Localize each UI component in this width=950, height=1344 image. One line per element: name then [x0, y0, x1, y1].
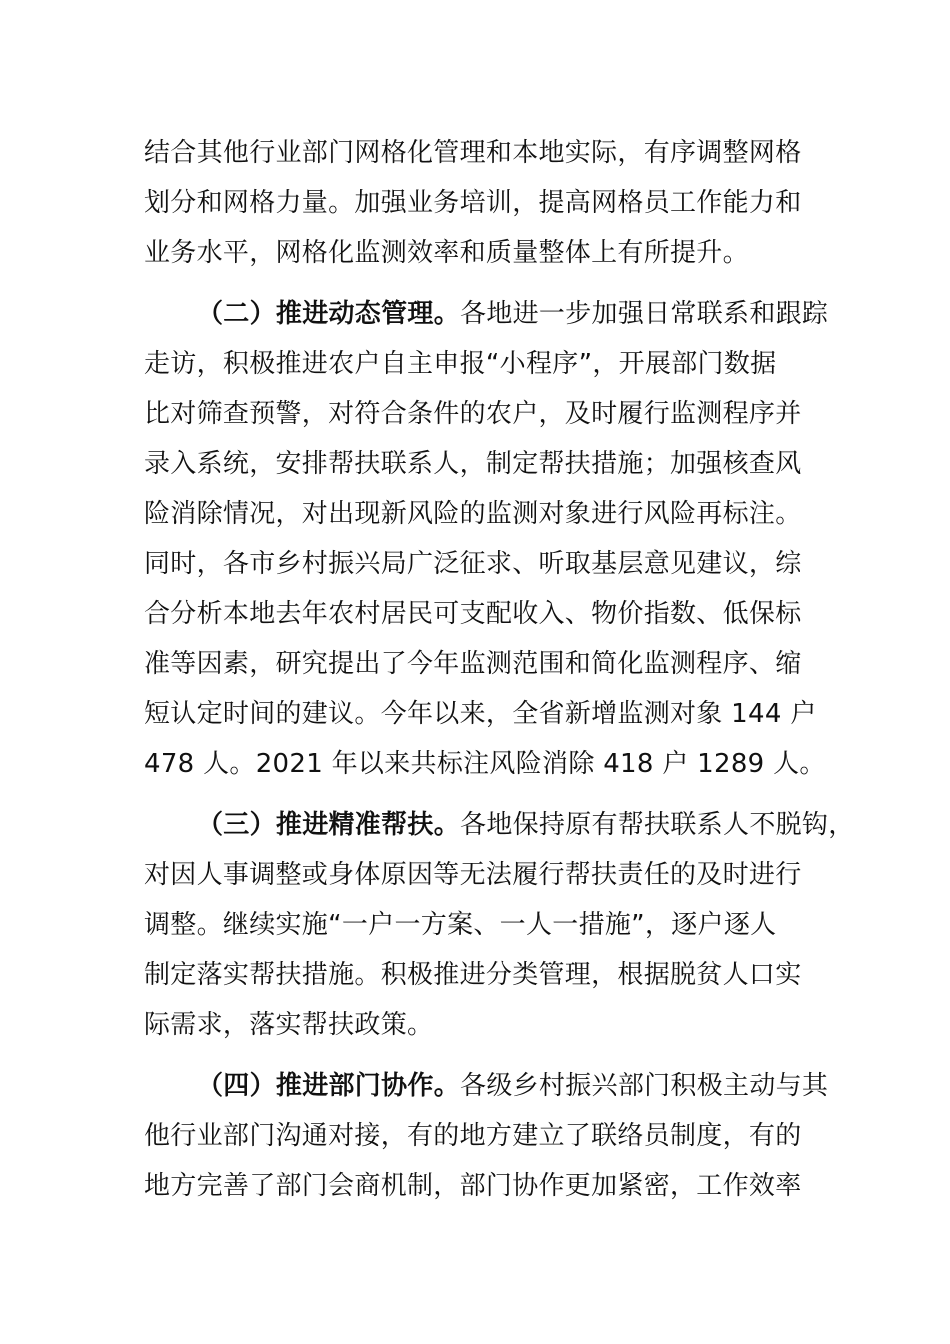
- paragraph-grid-management: [144, 128, 812, 278]
- text-line: [144, 289, 829, 339]
- text-run: 各地保持原有帮扶联系人不脱钩，: [460, 810, 855, 840]
- text-line: 险消除情况，对出现新风险的监测对象进行风险再标注。: [144, 499, 802, 529]
- text-line: 短认定时间的建议。今年以来，全省新增监测对象 144 户: [144, 699, 817, 729]
- text-line: 录入系统，安排帮扶联系人，制定帮扶措施；加强核查风: [144, 449, 802, 479]
- text-line: 他行业部门沟通对接，有的地方建立了联络员制度，有的: [144, 1121, 802, 1151]
- text-line: [144, 1061, 829, 1111]
- text-line: 划分和网格力量。加强业务培训，提高网格员工作能力和: [144, 188, 802, 218]
- section-heading: （三）推进精准帮扶。: [197, 810, 461, 840]
- text-line: 478 人。2021 年以来共标注风险消除 418 户 1289 人。: [144, 749, 826, 779]
- text-line: [144, 800, 855, 850]
- section-heading: （二）推进动态管理。: [197, 299, 461, 329]
- text-run: 各级乡村振兴部门积极主动与其: [460, 1071, 829, 1101]
- text-line: 际需求，落实帮扶政策。: [144, 1010, 434, 1040]
- text-line: 地方完善了部门会商机制，部门协作更加紧密，工作效率: [144, 1171, 802, 1201]
- text-line: 结合其他行业部门网格化管理和本地实际，有序调整网格: [144, 138, 802, 168]
- text-line: 合分析本地去年农村居民可支配收入、物价指数、低保标: [144, 599, 802, 629]
- document-page: [144, 128, 855, 1211]
- text-line: 业务水平，网格化监测效率和质量整体上有所提升。: [144, 238, 749, 268]
- paragraph-dynamic-management: [144, 289, 829, 789]
- paragraph-department-collaboration: [144, 1061, 829, 1211]
- text-run: 各地进一步加强日常联系和跟踪: [460, 299, 829, 329]
- text-line: 比对筛查预警，对符合条件的农户，及时履行监测程序并: [144, 399, 802, 429]
- text-line: 制定落实帮扶措施。积极推进分类管理，根据脱贫人口实: [144, 960, 802, 990]
- text-line: 走访，积极推进农户自主申报“小程序”，开展部门数据: [144, 349, 777, 379]
- paragraph-precise-assistance: [144, 800, 855, 1050]
- text-line: 调整。继续实施“一户一方案、一人一措施”，逐户逐人: [144, 910, 777, 940]
- text-line: 对因人事调整或身体原因等无法履行帮扶责任的及时进行: [144, 860, 802, 890]
- section-heading: （四）推进部门协作。: [197, 1071, 461, 1101]
- text-line: 同时，各市乡村振兴局广泛征求、听取基层意见建议，综: [144, 549, 802, 579]
- text-line: 准等因素，研究提出了今年监测范围和简化监测程序、缩: [144, 649, 802, 679]
